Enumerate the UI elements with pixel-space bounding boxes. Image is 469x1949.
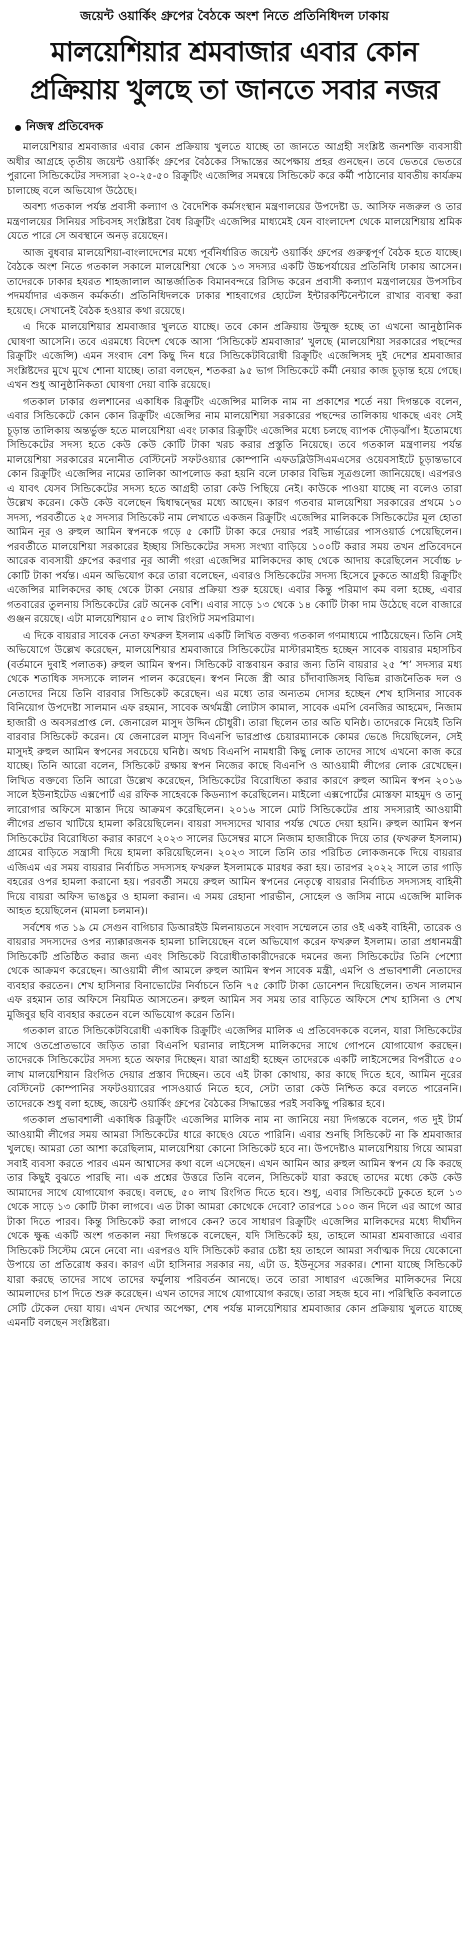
byline <box>15 118 462 137</box>
paragraph: গতকাল প্রভাবশালী একাধিক রিক্রুটিং এজেন্সির মালিক নাম না জানিয়ে নয়া দিগন্তকে বলেন, গত দুই টার্ম আওয়ামী লীগের সময় আমরা সিন্ডিকেটের ধারে কাছেও যেতে পারিনি। এবার শুনছি সিন্ডিকেট না কি শ্রমবাজার খুলছে। আমরা তো আশা করেছিলাম, মালয়েশিয়া কোনো সিন্ডিকেট হবে না। উপদেষ্টাও মালয়েশিয়ায় গিয়ে আমরা সবাই ব্যবসা করতে পারব এমন আশ্বাসের কথা বলে এসেছেন। এখন আমিন আর রুহুল আমিন স্বপন যে কি করছে তার কিছুই বুঝতে পারছি না। এক প্রশ্নের উত্তরে তিনি বলেন, সিন্ডিকেট যারা করছে তাদের মধ্যে কেউ কেউ আমাদের সাথে যোগাযোগ করছে। বলছে, ৫০ লাখ রিংগিত দিতে হবে। শুধু, এবার সিন্ডিকেটে ঢুকতে হলে ১৩ থেকে সাড়ে ১৩ কোটি টাকা লাগবে। এত টাকা আমরা কোথেকে দেবো? তারপরে ১০০ জন দিলে এর আগে আর টাকা দিতে পারব। কিন্তু সিন্ডিকেট করা লাগবে কেন? তবে সাধারণ রিক্রুটিং এজেন্সির মালিকদের মধ্যে দীর্ঘদিন থেকে ক্ষুব্ধ একটি অংশ গতকাল নয়া দিগন্তকে বলেছেন, যদি সিন্ডিকেট হয়, তাহলে আমরা শ্রমবাজারে এবার সিন্ডিকেট সিস্টেম মেনে নেবো না। এরপরও যদি সিন্ডিকেট করার চেষ্টা হয় তাহলে আমরা সর্বাত্মক দিয়ে যেকোনো উপায়ে তা প্রতিরোধ করব। কারণ এটা হাসিনার সরকার নয়, এটা ড. ইউনূসের সরকার। শোনা যাচ্ছে সিন্ডিকেট যারা করছে তাদের সাথে তাদের ফর্মুলায় পরিবর্তন আনছে। তবে তারা সাধারণ এজেন্সির মালিকদের নিয়ে আমলাদের চাপ দিতে শুরু করেছেন। এখন তাদের সাথে যোগাযোগ করছে। তারা সহজ হবে না। পরিস্থিতি কবলাতে সেটি টেকেল দেয়া যায়। এখন দেখার অপেক্ষা, শেষ পর্যন্ত মালয়েশিয়ার শ্রমবাজার কোন প্রক্রিয়ায় খুলতে যাচ্ছে এমনটি বলছেন সংশ্লিষ্টরা। <box>7 1115 462 1329</box>
paragraph: এ দিকে বায়রার সাবেক নেতা ফখরুল ইসলাম একটি লিখিত বক্তব্য গতকাল গণমাধ্যমে পাঠিয়েছেন। তিনি সেই অভিযোগে উল্লেখ করেছেন, মালয়েশিয়ার শ্রমবাজারে সিন্ডিকেটের মাস্টারমাইন্ড হচ্ছেন সাবেক বায়রার মহাসচিব (বর্তমানে দুবাই পলাতক) রুহুল আমিন স্বপন। সিন্ডিকেট বাস্তবায়ন করার জন্য তিনি বায়রার ২৫ ‘শ’ সদস্যর মধ্য থেকে শতাধিক সদস্যকে লালন পালন করেছেন। স্বপন নিজে স্ত্রী আর চাঁদাবাজিসহ বিভিন্ন রাজনৈতিক দল ও নেতাদের নিয়ে তিনি বারবার সিন্ডিকেট করেছেন। এর মধ্যে তার অন্যতম দোসর হচ্ছেন শেখ হাসিনার সাবেক বিনিয়োগ উপদেষ্টা সালমান এফ রহমান, সাবেক অর্থমন্ত্রী লোটাস কামাল, সাবেক এমপি বেনজির আহমেদ, নিজাম হাজারী ও অবসরপ্রাপ্ত লে. জেনারেল মাসুদ উদ্দিন চৌধুরী। তারা ছিলেন তার অতি ঘনিষ্ঠ। তাদেরকে নিয়েই তিনি বারবার সিন্ডিকেট করেন। যে জেনারেল মাসুদ বিএনপি ভারপ্রাপ্ত চেয়ারম্যানকে কোমর ভেঙে দিয়েছিলেন, সেই মাসুদই রুহুল আমিন স্বপনের সবচেয়ে ঘনিষ্ঠ। অথচ বিএনপি নামধারী কিছু লোক তাদের সাথে এখনো কাজ করে যাচ্ছে। তিনি আরো বলেন, সিন্ডিকেট রক্ষায় স্বপন নিজের কাছে বিএনপি ও আওয়ামী লীগের লোক রেখেছেন। লিখিত বক্তব্যে তিনি আরো উল্লেখ করেছেন, সিন্ডিকেটের বিরোধিতা করার কারণে রুহুল আমিন স্বপন ২০১৬ সালে ইউনাইটেড এক্সপোর্ট এর রফিক সাহেবকে কিডন্যাপ করেছিলেন। মাইলো এক্সপোর্টের মোস্তফা মাহমুদ ও তানু লারোগার অফিসে মাস্তান দিয়ে আক্রমণ করেছিলেন। ২০১৬ সালে মোট সিন্ডিকেটের প্রায় সদস্যরাই আওয়ামী লীগের প্রভাব খাটিয়ে হামলা করিয়েছিলেন। বায়রা সদস্যদের খাবার পর্যন্ত খেতে দেয়া হয়নি। রুহুল আমিন স্বপন সিন্ডিকেটের বিরোধিতা করার কারণে ২০২৩ সালের ডিসেম্বর মাসে নিজাম হাজারীকে দিয়ে তার (ফখরুল ইসলাম) গ্রামের বাড়িতে সন্ত্রাসী দিয়ে হামলা করিয়েছিলেন। ২০২৩ সালে তিনি তার পরিচিত লোকজনকে দিয়ে বায়রার এজিএম এর সময় বায়রার নির্বাচিত সদস্যসহ ফখরুল ইসলামকে মারধর করা হয়। তারপর ২০২২ সালে তার গাড়ি বহরের ওপর হামলা করানো হয়। পরবর্তী সময়ে রুহুল আমিন স্বপনের নেতৃত্বে বায়রার নির্বাচিত সদস্যসহ বাহিনী দিয়ে বায়রা অফিস ভাঙচুর ও হামলা করান। এ সময় রেহানা পারভীন, সোহেল ও জসিম নামে এজেন্সি মালিক আহত হয়েছিলেন (মামলা চলমান)। <box>7 630 462 917</box>
article-kicker: জয়েন্ট ওয়ার্কিং গ্রুপের বৈঠকে অংশ নিতে প্রতিনিধিদল ঢাকায় <box>80 8 389 23</box>
paragraph: অবশ্য গতকাল পর্যন্ত প্রবাসী কল্যাণ ও বৈদেশিক কর্মসংস্থান মন্ত্রণালয়ের উপদেষ্টা ড. আসিফ নজরুল ও তার মন্ত্রণালয়ের সিনিয়র সচিবসহ সংশ্লিষ্টরা বৈধ রিক্রুটিং এজেন্সির মাধ্যমেই যেন বাংলাদেশ থেকে মালয়েশিয়ায় শ্রমিক যেতে পারে সে অবস্থানে অনড় রয়েছেন। <box>7 202 462 242</box>
bullet-icon <box>15 125 21 131</box>
byline-text: নিজস্ব প্রতিবেদক <box>26 119 104 133</box>
article-body <box>7 141 462 1332</box>
paragraph: এ দিকে মালয়েশিয়ার শ্রমবাজার খুলতে যাচ্ছে। তবে কোন প্রক্রিয়ায় উন্মুক্ত হচ্ছে তা এখনো আনুষ্ঠানিক ঘোষণা আসেনি। তবে এরমধ্যে বিদেশ থেকে আসা ‘সিন্ডিকেট শ্রমবাজার’ খুলছে (মালয়েশিয়া সরকারের পছন্দের রিক্রুটিং এজেন্সি) এমন সংবাদ বেশ কিছু দিন ধরে সিন্ডিকেটবিরোধী রিক্রুটিং এজেন্সিসহ দুই দেশের শ্রমবাজার সংশ্লিষ্টদের মুখে মুখে শোনা যাচ্ছে। তারা বলছেন, শতকরা ৯৫ ভাগ সিন্ডিকেটে কর্মী নেয়ার কাজ চূড়ান্ত হয়ে গেছে। এখন শুধু আনুষ্ঠানিকতা ঘোষণা দেয়া বাকি রয়েছে। <box>7 322 462 391</box>
article-headline: মালয়েশিয়ার শ্রমবাজার এবার কোন প্রক্রিয়ায় খুলছে তা জানতে সবার নজর <box>29 37 440 106</box>
paragraph: গতকাল রাতে সিন্ডিকেটবিরোধী একাধিক রিক্রুটিং এজেন্সির মালিক এ প্রতিবেদককে বলেন, যারা সিন্ডিকেটের সাথে ওতপ্রোতভাবে জড়িত তারা বিএনপি ঘরানার লাইসেন্স মালিকদের সাথে গোপনে যোগাযোগ করছেন। তাদেরকে সিন্ডিকেটের সদস্য হতে অফার দিচ্ছেন। যারা আগ্রহী হচ্ছেন তাদেরকে একটি লাইসেন্সের বিপরীতে ৫০ লাখ মালয়েশিয়ান রিংগিত দেয়ার প্রস্তাব দিচ্ছেন। তবে এই টাকা কোথায়, কার কাছে দিতে হবে, আমিন নূরের বেস্টিনেট কোম্পানির সফটওয়্যারের পাসওয়ার্ড নিতে হবে, সেটা তারা কেউ নিশ্চিত করে বলতে পারেননি। তাদেরকে শুধু বলা হচ্ছে, জয়েন্ট ওয়ার্কিং গ্রুপের বৈঠকের সিদ্ধান্তের পরই সবকিছু পরিষ্কার হবে। <box>7 1026 462 1110</box>
paragraph: আজ বুধবার মালয়েশিয়া-বাংলাদেশের মধ্যে পূর্বনির্ধারিত জয়েন্ট ওয়ার্কিং গ্রুপের গুরুত্বপূর্ণ বৈঠক হতে যাচ্ছে। বৈঠকে অংশ নিতে গতকাল সকালে মালয়েশিয়া থেকে ১৩ সদস্যর একটি উচ্চপর্যায়ের প্রতিনিধি ঢাকায় আসেন। তাদেরকে ঢাকার হযরত শাহজালাল আন্তর্জাতিক বিমানবন্দরে রিসিভ করেন প্রবাসী কল্যাণ মন্ত্রণালয়ের উপসচিব পদমর্যাদার একজন কর্মকর্তা। প্রতিনিধিদলকে ঢাকার শাহবাগের হোটেল ইন্টারকন্টিনেন্টালে রাখার ব্যবস্থা করা হয়েছে। সেখানেই বৈঠক হওয়ার কথা রয়েছে। <box>7 247 462 317</box>
paragraph: সর্বশেষ গত ১৯ মে সেগুন বাগিচার ডিআরইউ মিলনায়তনে সংবাদ সম্মেলনে তার ওই একই বাহিনী, তারেক ও বায়রার সদস্যদের ওপর ন্যাক্কারজনক হামলা চালিয়েছেন বলে অভিযোগ করেন ফখরুল ইসলাম। তারা প্রধানমন্ত্রী সিন্ডিকেটি প্রতিষ্ঠিত করার জন্য এবং সিন্ডিকেট বিরোধীতাকারীদেরকে দমনের জন্য সিন্ডিকেটের তিনি পেশ্যো থেকে আক্রমণ করেছেন। আওয়ামী লীগ আমলে রুহুল আমিন স্বপন সাবেক মন্ত্রী, এমপি ও প্রভাবশালী নেতাদের ব্যবহার করতেন। শেখ হাসিনার বিনাভোটের নির্বাচনে তিনি ৭৫ কোটি টাকা ডোনেশন দিয়েছিলেন। তখন সালমান এফ রহমান তার অফিসে নিয়মিত আসতেন। রুহুল আমিন সব সময় তার বাড়িতে অফিসে শেখ হাসিনা ও শেখ মুজিবুর ছবি ব্যবহার করতেন বলে অভিযোগ করেন তিনি। <box>7 922 462 1021</box>
paragraph: গতকাল ঢাকার গুলশানের একাধিক রিক্রুটিং এজেন্সির মালিক নাম না প্রকাশের শর্তে নয়া দিগন্তকে বলেন, এবার সিন্ডিকেটে কোন কোন রিক্রুটিং এজেন্সির নাম মালয়েশিয়া সরকারের পছন্দের তালিকায় থাকছে এবং সেই চূড়ান্ত তালিকায় অন্তর্ভুক্ত হতে মালয়েশিয়া এবং ঢাকার রিক্রুটিং এজেন্সির মধ্যে চলছে ব্যাপক দৌড়ঝাঁপ। ইতোমধ্যে সিন্ডিকেটের সদস্য হতে কেউ কেউ কোটি টাকা খরচ করার প্রস্তুতি নিয়েছে। তবে গতকাল মন্ত্রণালয় পর্যন্ত মালয়েশিয়া সরকারের মনোনীত বেস্টিনেট সফটওয়্যার কোম্পানি এফডব্লিউসিএমএসের ওয়েবসাইটে চূড়ান্তভাবে কোন রিক্রুটিং এজেন্সির নামের তালিকা আপলোড করা হয়নি বলে ঢাকার বিভিন্ন সূত্রগুলো জানিয়েছে। এরপরও এ যাবৎ যেসব সিন্ডিকেটের সদস্য হতে আগ্রহী তারা কেউ পিছিয়ে নেই। কাউকে পাওয়া যাচ্ছে না বলেও তারা উল্লেখ করেন। কেউ কেউ বলেছেন দ্বিধাদ্বন্দ্বের মধ্যে আছেন। কারণ গতবার মালয়েশিয়া সরকারের প্রথমে ১০ সদস্য, পরবর্তীতে ২৫ সদস্যর সিন্ডিকেট নাম লেখাতে একজন রিক্রুটিং এজেন্সির মালিককে সিন্ডিকেটের মূল হোতা আমিন নূর ও রুহুল আমিন স্বপনকে গড়ে ৫ কোটি টাকা করে দেয়ার পরই সার্ভারের পাসওয়ার্ড পেয়েছিলেন। পরবর্তীতে মালয়েশিয়া সরকারের ইচ্ছায় সিন্ডিকেটের সদস্য সংখ্যা বাড়িয়ে ১০০টি করার সময় তখন প্রতিবেদনে আরেক ব্যবসায়ী গ্রুপের করণার নূর আলী গংরা এজেন্সির মালিকদের কাছ থেকে আদায় করেছিলেন সর্বোচ্চ ৮ কোটি টাকা পর্যন্ত। এমন অভিযোগ করে তারা বলেছেন, এবারও সিন্ডিকেটের সদস্য হিসেবে ঢুকতে আগ্রহী রিক্রুটিং এজেন্সির মালিকদের কাছ থেকে টাকা নেয়ার প্রক্রিয়া শুরু হয়েছে। এবার কিন্তু পরিমাণ কম বলা হচ্ছে, এবার গতবারের তুলনায় সিন্ডিকেটের রেট অনেক বেশি। এবার সাড়ে ১৩ থেকে ১৪ কোটি টাকা দাম উঠেছে বলে বাজারে গুঞ্জন রয়েছে। এটা মালয়েশিয়ান ৫০ লাখ রিংগিট সমপরিমাণ। <box>7 396 462 625</box>
paragraph: মালয়েশিয়ার শ্রমবাজার এবার কোন প্রক্রিয়ায় খুলতে যাচ্ছে তা জানতে আগ্রহী সংশ্লিষ্ট জনশক্তি ব্যবসায়ী অধীর আগ্রহে তৃতীয় জয়েন্ট ওয়ার্কিং গ্রুপের বৈঠকের সিদ্ধান্তের অপেক্ষায় প্রহর গুনছেন। তবে ভেতরে ভেতরে পুরানো সিন্ডিকেটের সদস্যরা ২০-২৫-৫০ রিক্রুটিং এজেন্সির সমন্বয়ে সিন্ডিকেট করে কর্মী পাঠানোর যাবতীয় কার্যক্রম চালাচ্ছে বলে অভিযোগ উঠেছে। <box>7 142 462 197</box>
